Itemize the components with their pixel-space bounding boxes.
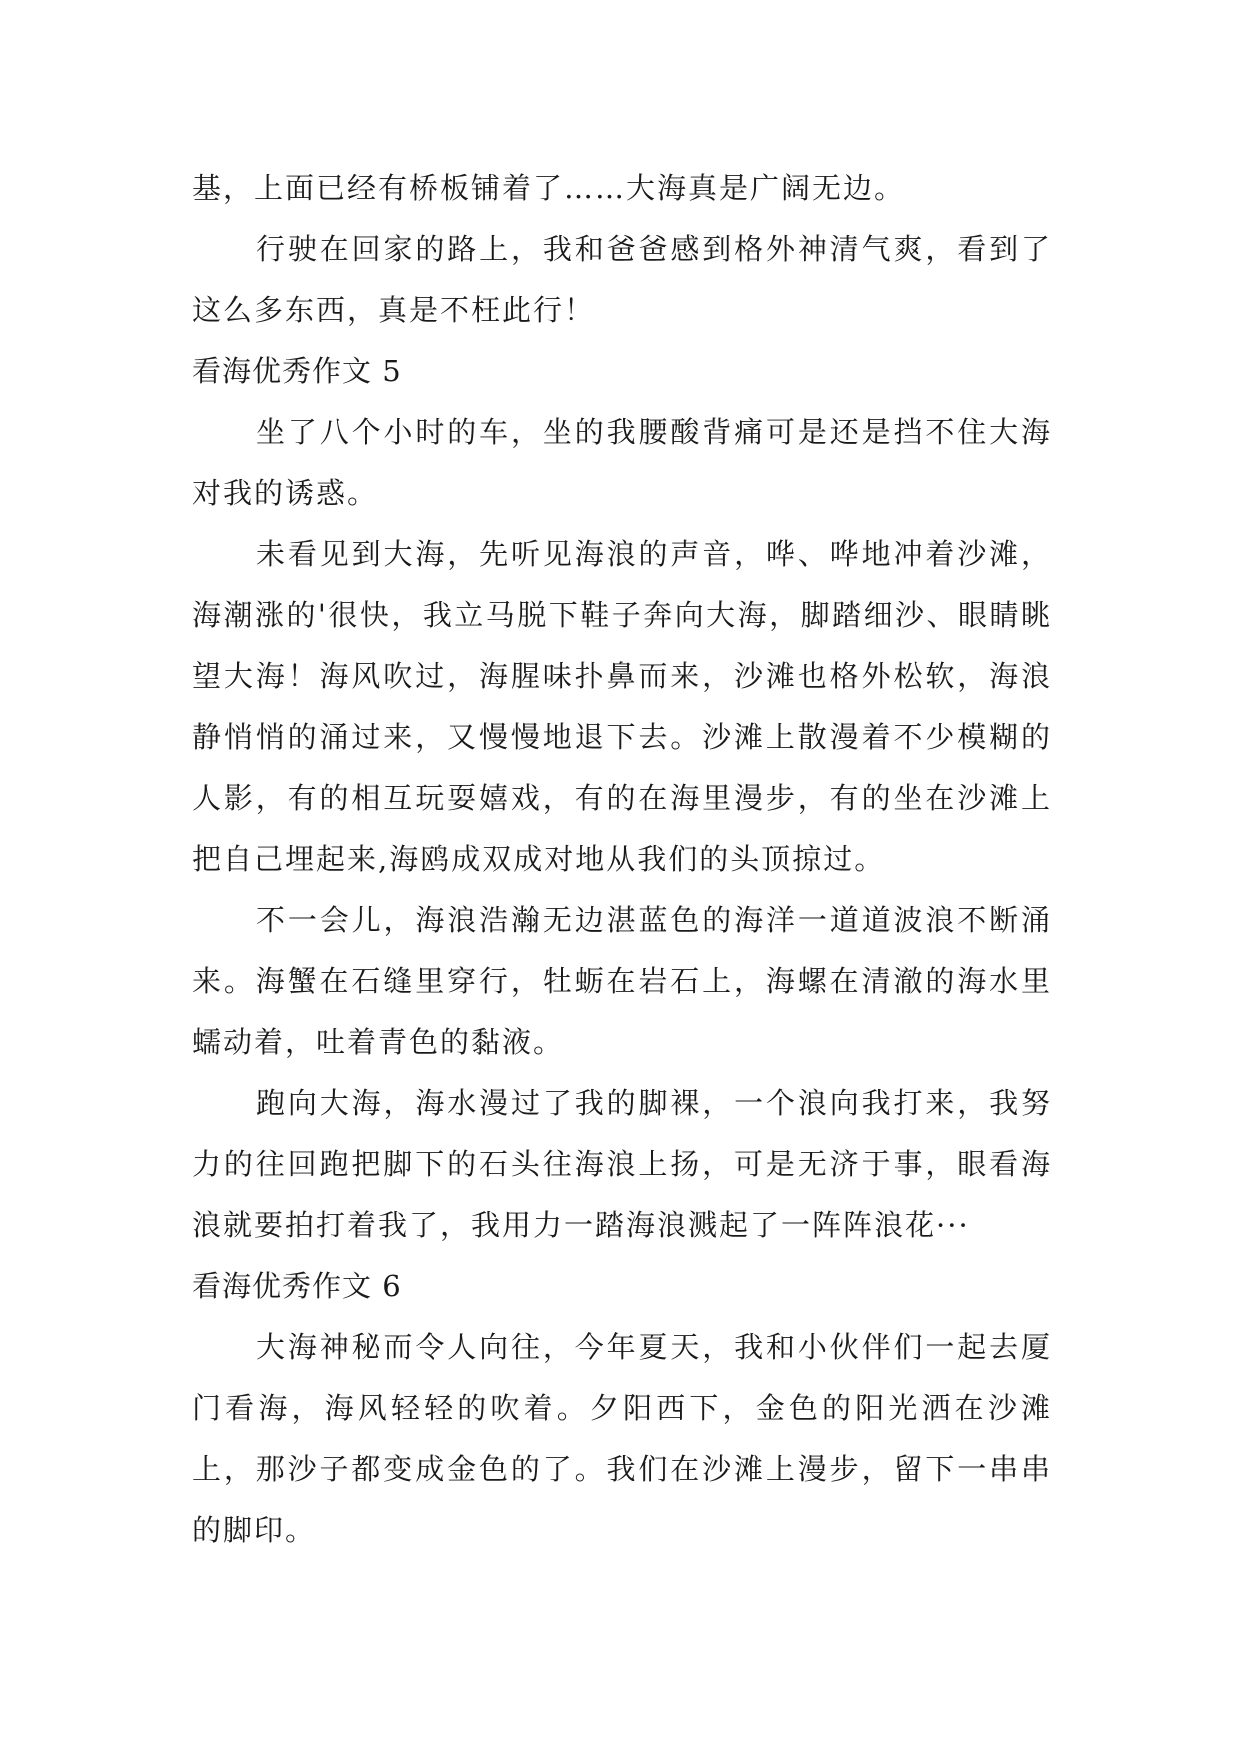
section-heading: 看海优秀作文 6 bbox=[192, 1269, 402, 1303]
section-heading: 看海优秀作文 5 bbox=[192, 354, 402, 388]
paragraph: 跑向大海，海水漫过了我的脚裸，一个浪向我打来，我努力的往回跑把脚下的石头往海浪上扬，可是无济于事，眼看海浪就要拍打着我了，我用力一踏海浪溅起了一阵阵浪花··· bbox=[192, 1086, 1052, 1242]
paragraph-continuation: 基，上面已经有桥板铺着了……大海真是广阔无边。 bbox=[192, 171, 906, 205]
paragraph: 坐了八个小时的车，坐的我腰酸背痛可是还是挡不住大海对我的诱惑。 bbox=[192, 415, 1052, 510]
document-body bbox=[192, 158, 1052, 1561]
paragraph: 行驶在回家的路上，我和爸爸感到格外神清气爽，看到了这么多东西，真是不枉此行！ bbox=[192, 232, 1052, 327]
paragraph: 未看见到大海，先听见海浪的声音，哗、哗地冲着沙滩，海潮涨的'很快，我立马脱下鞋子奔向大海，脚踏细沙、眼睛眺望大海！海风吹过，海腥味扑鼻而来，沙滩也格外松软，海浪静悄悄的涌过来，又慢慢地退下去。沙滩上散漫着不少模糊的人影，有的相互玩耍嬉戏，有的在海里漫步，有的坐在沙滩上把自己埋起来,海鸥成双成对地从我们的头顶掠过。 bbox=[192, 537, 1052, 876]
paragraph: 大海神秘而令人向往，今年夏天，我和小伙伴们一起去厦门看海，海风轻轻的吹着。夕阳西下，金色的阳光洒在沙滩上，那沙子都变成金色的了。我们在沙滩上漫步，留下一串串的脚印。 bbox=[192, 1330, 1052, 1547]
paragraph: 不一会儿，海浪浩瀚无边湛蓝色的海洋一道道波浪不断涌来。海蟹在石缝里穿行，牡蛎在岩石上，海螺在清澈的海水里蠕动着，吐着青色的黏液。 bbox=[192, 903, 1052, 1059]
